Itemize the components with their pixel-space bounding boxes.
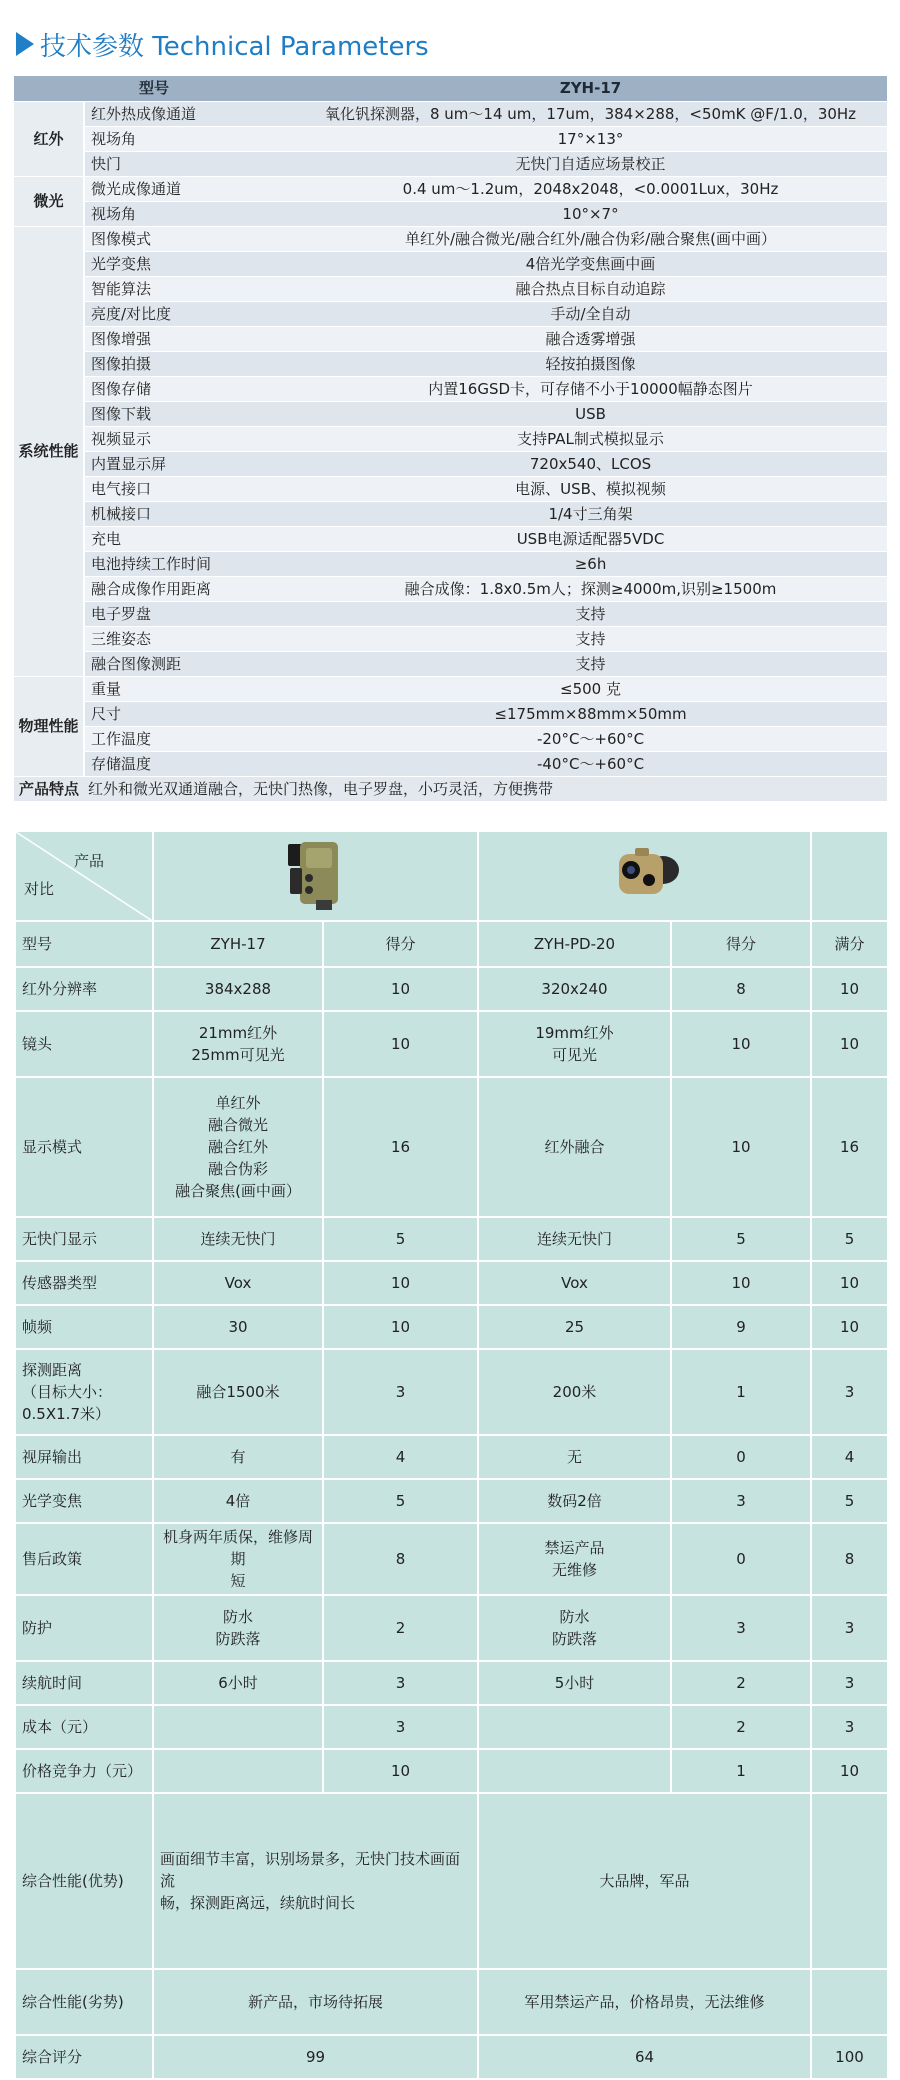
spec-label: 快门 — [84, 151, 294, 176]
disadvantages-row — [15, 1969, 888, 2035]
product2-score: 3 — [671, 1595, 811, 1661]
product2-score: 2 — [671, 1705, 811, 1749]
spec-row — [14, 676, 887, 701]
spec-label: 充电 — [84, 526, 294, 551]
spec-row — [14, 476, 887, 501]
product1-value: 21mm红外 25mm可见光 — [153, 1011, 323, 1077]
product1-score: 3 — [323, 1349, 478, 1435]
feature-label: 产品特点 — [14, 776, 84, 801]
comparison-product-row — [15, 831, 888, 921]
product2-score: 10 — [671, 1077, 811, 1217]
spec-value: 10°×7° — [294, 201, 887, 226]
play-arrow-icon — [16, 32, 34, 56]
comparison-header-row — [15, 921, 888, 967]
product2-value — [478, 1749, 671, 1793]
spec-model-label: 型号 — [14, 76, 294, 101]
total-full: 100 — [811, 2035, 888, 2079]
spec-label: 尺寸 — [84, 701, 294, 726]
product1-model: ZYH-17 — [153, 921, 323, 967]
product-image-cell-empty — [811, 831, 888, 921]
comparison-row — [15, 1661, 888, 1705]
product2-value: 320x240 — [478, 967, 671, 1011]
product2-score: 5 — [671, 1217, 811, 1261]
product1-value: 有 — [153, 1435, 323, 1479]
spec-label: 三维姿态 — [84, 626, 294, 651]
comparison-row — [15, 1523, 888, 1595]
spec-label: 融合图像测距 — [84, 651, 294, 676]
spec-row — [14, 376, 887, 401]
spec-value: 支持 — [294, 601, 887, 626]
criterion-label: 镜头 — [15, 1011, 153, 1077]
full-score: 4 — [811, 1435, 888, 1479]
product1-score: 3 — [323, 1705, 478, 1749]
product2-score: 1 — [671, 1349, 811, 1435]
spec-row — [14, 276, 887, 301]
product1-score: 10 — [323, 1749, 478, 1793]
spec-label: 图像拍摄 — [84, 351, 294, 376]
comparison-row — [15, 1011, 888, 1077]
product2-value: 无 — [478, 1435, 671, 1479]
spec-row — [14, 501, 887, 526]
product1-value — [153, 1749, 323, 1793]
spec-label: 亮度/对比度 — [84, 301, 294, 326]
spec-category: 物理性能 — [14, 676, 84, 776]
full-score: 10 — [811, 1305, 888, 1349]
comparison-row — [15, 1077, 888, 1217]
spec-label: 工作温度 — [84, 726, 294, 751]
spec-row — [14, 626, 887, 651]
product2-score: 0 — [671, 1435, 811, 1479]
criterion-label: 帧频 — [15, 1305, 153, 1349]
advantages-empty — [811, 1793, 888, 1969]
product2-value: 5小时 — [478, 1661, 671, 1705]
spec-label: 图像下载 — [84, 401, 294, 426]
spec-row — [14, 726, 887, 751]
spec-row — [14, 326, 887, 351]
spec-value: 1/4寸三角架 — [294, 501, 887, 526]
spec-label: 图像模式 — [84, 226, 294, 251]
spec-label: 存储温度 — [84, 751, 294, 776]
corner-product-label: 产品 — [73, 852, 104, 870]
spec-row — [14, 551, 887, 576]
spec-row — [14, 251, 887, 276]
spec-model-value: ZYH-17 — [294, 76, 887, 101]
product2-value: 连续无快门 — [478, 1217, 671, 1261]
criterion-label: 红外分辨率 — [15, 967, 153, 1011]
spec-value: 支持PAL制式模拟显示 — [294, 426, 887, 451]
spec-category: 微光 — [14, 176, 84, 226]
spec-value: 融合透雾增强 — [294, 326, 887, 351]
product1-value: 融合1500米 — [153, 1349, 323, 1435]
spec-value: 支持 — [294, 626, 887, 651]
product1-advantages: 画面细节丰富，识别场景多，无快门技术画面流 畅，探测距离远，续航时间长 — [153, 1793, 478, 1969]
product1-value: 防水 防跌落 — [153, 1595, 323, 1661]
criterion-label: 探测距离 （目标大小： 0.5X1.7米） — [15, 1349, 153, 1435]
product2-advantages: 大品牌，军品 — [478, 1793, 811, 1969]
page-title: 技术参数 Technical Parameters — [40, 31, 429, 62]
product1-score: 10 — [323, 1261, 478, 1305]
product2-score: 2 — [671, 1661, 811, 1705]
product2-disadvantages: 军用禁运产品，价格昂贵，无法维修 — [478, 1969, 811, 2035]
comparison-row — [15, 1261, 888, 1305]
product2-value: 防水 防跌落 — [478, 1595, 671, 1661]
comparison-row — [15, 1305, 888, 1349]
product2-value: 禁运产品 无维修 — [478, 1523, 671, 1595]
spec-row — [14, 101, 887, 126]
spec-row — [14, 651, 887, 676]
advantages-row — [15, 1793, 888, 1969]
spec-value: USB — [294, 401, 887, 426]
full-score: 3 — [811, 1349, 888, 1435]
product1-value: 单红外 融合微光 融合红外 融合伪彩 融合聚焦(画中画） — [153, 1077, 323, 1217]
product1-value: 384x288 — [153, 967, 323, 1011]
criterion-label: 传感器类型 — [15, 1261, 153, 1305]
full-score: 3 — [811, 1595, 888, 1661]
spec-category: 红外 — [14, 101, 84, 176]
criterion-label: 无快门显示 — [15, 1217, 153, 1261]
spec-label: 图像存储 — [84, 376, 294, 401]
product1-value: 30 — [153, 1305, 323, 1349]
spec-value: 0.4 um～1.2um，2048x2048，<0.0001Lux，30Hz — [294, 176, 887, 201]
product-image-cell-1 — [153, 831, 478, 921]
product1-value: 4倍 — [153, 1479, 323, 1523]
corner-compare-label: 对比 — [24, 880, 55, 898]
spec-value: 氧化钒探测器，8 um～14 um，17um，384×288，<50mK @F/1.0，30Hz — [294, 101, 887, 126]
spec-value: 融合热点目标自动追踪 — [294, 276, 887, 301]
comparison-row — [15, 1705, 888, 1749]
full-score: 3 — [811, 1705, 888, 1749]
comparison-row — [15, 1595, 888, 1661]
spec-value: 内置16GSD卡，可存储不小于10000幅静态图片 — [294, 376, 887, 401]
spec-label: 融合成像作用距离 — [84, 576, 294, 601]
model-header-label: 型号 — [15, 921, 153, 967]
spec-value: 720x540、LCOS — [294, 451, 887, 476]
criterion-label: 价格竞争力（元） — [15, 1749, 153, 1793]
product2-score: 9 — [671, 1305, 811, 1349]
product1-score: 10 — [323, 1305, 478, 1349]
product2-score: 10 — [671, 1261, 811, 1305]
product2-value: 红外融合 — [478, 1077, 671, 1217]
feature-value: 红外和微光双通道融合，无快门热像，电子罗盘，小巧灵活，方便携带 — [84, 776, 887, 801]
spec-row — [14, 226, 887, 251]
spec-value: 17°×13° — [294, 126, 887, 151]
product2-score: 8 — [671, 967, 811, 1011]
product1-score: 5 — [323, 1479, 478, 1523]
full-score: 10 — [811, 967, 888, 1011]
product1-score: 3 — [323, 1661, 478, 1705]
spec-label: 微光成像通道 — [84, 176, 294, 201]
spec-label: 红外热成像通道 — [84, 101, 294, 126]
product2-model: ZYH-PD-20 — [478, 921, 671, 967]
comparison-row — [15, 1349, 888, 1435]
spec-value: 单红外/融合微光/融合红外/融合伪彩/融合聚焦(画中画） — [294, 226, 887, 251]
full-score: 3 — [811, 1661, 888, 1705]
spec-value: -40°C～+60°C — [294, 751, 887, 776]
spec-header-row — [14, 76, 887, 101]
criterion-label: 防护 — [15, 1595, 153, 1661]
spec-label: 图像增强 — [84, 326, 294, 351]
spec-label: 智能算法 — [84, 276, 294, 301]
product1-score: 16 — [323, 1077, 478, 1217]
criterion-label: 成本（元） — [15, 1705, 153, 1749]
disadvantages-label: 综合性能(劣势) — [15, 1969, 153, 2035]
spec-label: 视场角 — [84, 201, 294, 226]
product1-value: 机身两年质保，维修周期 短 — [153, 1523, 323, 1595]
spec-label: 内置显示屏 — [84, 451, 294, 476]
spec-row — [14, 451, 887, 476]
spec-row — [14, 526, 887, 551]
product1-score: 4 — [323, 1435, 478, 1479]
spec-table — [14, 76, 887, 802]
spec-label: 重量 — [84, 676, 294, 701]
spec-row — [14, 301, 887, 326]
spec-row — [14, 751, 887, 776]
full-score-header: 满分 — [811, 921, 888, 967]
spec-row — [14, 401, 887, 426]
product1-score: 10 — [323, 1011, 478, 1077]
comparison-row — [15, 1435, 888, 1479]
spec-value: 无快门自适应场景校正 — [294, 151, 887, 176]
criterion-label: 续航时间 — [15, 1661, 153, 1705]
spec-row — [14, 126, 887, 151]
spec-row — [14, 151, 887, 176]
product2-value: 数码2倍 — [478, 1479, 671, 1523]
full-score: 16 — [811, 1077, 888, 1217]
spec-label: 电子罗盘 — [84, 601, 294, 626]
product-image-cell-2 — [478, 831, 811, 921]
corner-header-cell — [15, 831, 153, 921]
product2-score: 3 — [671, 1479, 811, 1523]
comparison-row — [15, 1749, 888, 1793]
criterion-label: 显示模式 — [15, 1077, 153, 1217]
product1-value: 连续无快门 — [153, 1217, 323, 1261]
product1-value — [153, 1705, 323, 1749]
spec-value: 4倍光学变焦画中画 — [294, 251, 887, 276]
comparison-table — [14, 830, 889, 2080]
product1-total: 99 — [153, 2035, 478, 2079]
spec-row — [14, 576, 887, 601]
full-score: 8 — [811, 1523, 888, 1595]
spec-label: 光学变焦 — [84, 251, 294, 276]
spec-label: 视频显示 — [84, 426, 294, 451]
full-score: 10 — [811, 1011, 888, 1077]
advantages-label: 综合性能(优势) — [15, 1793, 153, 1969]
product2-score-header: 得分 — [671, 921, 811, 967]
spec-category: 系统性能 — [14, 226, 84, 676]
comparison-row — [15, 1479, 888, 1523]
product2-score: 10 — [671, 1011, 811, 1077]
spec-label: 视场角 — [84, 126, 294, 151]
spec-row — [14, 601, 887, 626]
spec-label: 电气接口 — [84, 476, 294, 501]
spec-value: 支持 — [294, 651, 887, 676]
spec-value: 手动/全自动 — [294, 301, 887, 326]
spec-feature-row — [14, 776, 887, 801]
product2-value: 200米 — [478, 1349, 671, 1435]
product2-total: 64 — [478, 2035, 811, 2079]
disadvantages-empty — [811, 1969, 888, 2035]
spec-value: ≤175mm×88mm×50mm — [294, 701, 887, 726]
spec-label: 机械接口 — [84, 501, 294, 526]
spec-value: ≥6h — [294, 551, 887, 576]
total-row — [15, 2035, 888, 2079]
product2-score: 1 — [671, 1749, 811, 1793]
product1-value: Vox — [153, 1261, 323, 1305]
spec-row — [14, 701, 887, 726]
spec-row — [14, 351, 887, 376]
spec-value: USB电源适配器5VDC — [294, 526, 887, 551]
product2-score: 0 — [671, 1523, 811, 1595]
spec-value: 轻按拍摄图像 — [294, 351, 887, 376]
product2-value — [478, 1705, 671, 1749]
full-score: 5 — [811, 1479, 888, 1523]
spec-label: 电池持续工作时间 — [84, 551, 294, 576]
total-label: 综合评分 — [15, 2035, 153, 2079]
product2-value: 25 — [478, 1305, 671, 1349]
criterion-label: 售后政策 — [15, 1523, 153, 1595]
spec-row — [14, 426, 887, 451]
spec-value: -20°C～+60°C — [294, 726, 887, 751]
full-score: 10 — [811, 1749, 888, 1793]
product1-score: 10 — [323, 967, 478, 1011]
criterion-label: 光学变焦 — [15, 1479, 153, 1523]
zyh17-device-image — [286, 838, 346, 914]
spec-value: ≤500 克 — [294, 676, 887, 701]
section-title — [16, 26, 429, 62]
product1-score: 2 — [323, 1595, 478, 1661]
product1-value: 6小时 — [153, 1661, 323, 1705]
spec-value: 电源、USB、模拟视频 — [294, 476, 887, 501]
spec-row — [14, 176, 887, 201]
comparison-row — [15, 1217, 888, 1261]
product1-score: 8 — [323, 1523, 478, 1595]
product1-score: 5 — [323, 1217, 478, 1261]
spec-row — [14, 201, 887, 226]
spec-value: 融合成像：1.8x0.5m人；探测≥4000m,识别≥1500m — [294, 576, 887, 601]
product2-value: Vox — [478, 1261, 671, 1305]
product1-disadvantages: 新产品，市场待拓展 — [153, 1969, 478, 2035]
full-score: 5 — [811, 1217, 888, 1261]
full-score: 10 — [811, 1261, 888, 1305]
zyh-pd20-device-image — [605, 846, 685, 906]
product1-score-header: 得分 — [323, 921, 478, 967]
criterion-label: 视屏输出 — [15, 1435, 153, 1479]
comparison-row — [15, 967, 888, 1011]
product2-value: 19mm红外 可见光 — [478, 1011, 671, 1077]
diagonal-line — [16, 832, 154, 922]
